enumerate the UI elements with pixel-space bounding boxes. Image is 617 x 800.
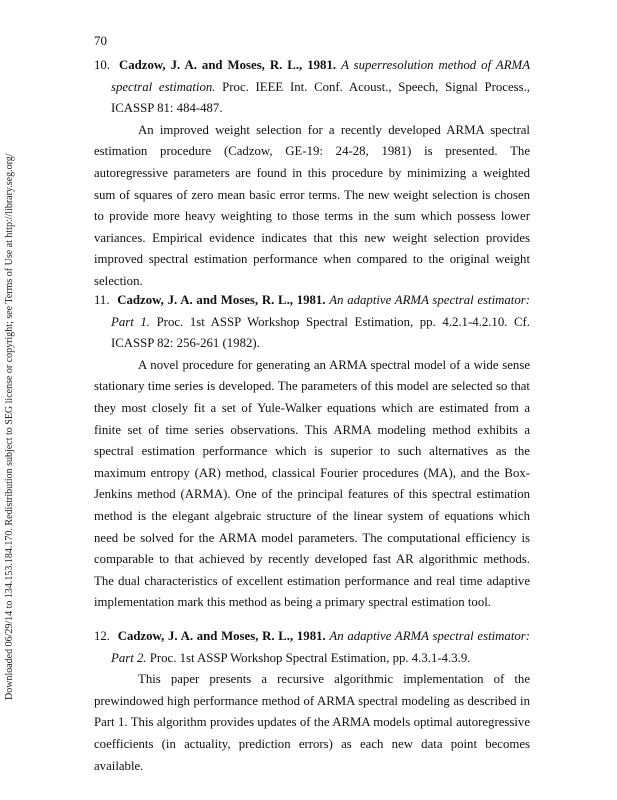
page-number: 70: [94, 33, 107, 48]
paper-title: An adaptive ARMA spectral estimator: Part 2.: [111, 629, 531, 665]
abstract: An improved weight selection for a recently developed ARMA spectral estimation procedure (Cadzow, GE-19: 24-28, 1981) is presented. The autoregressive parameters are found in this procedure by minimizing a weighted sum of squares of zero mean basic error terms. The new weight selection is chosen to provide more heavy weighting to those terms in the sum which possess lower variances. Empirical evidence indicates that this new weight selection provides improved spectral estimation performance when compared to the original weight selection.: [94, 122, 530, 288]
source: Proc. IEEE Int. Conf. Acoust., Speech, Signal Process., ICASSP 81: 484-487.: [111, 79, 530, 116]
reference-entry-11: [94, 290, 530, 614]
abstract: This paper presents a recursive algorithmic implementation of the prewindowed high performance method of ARMA spectral modeling as described in Part 1. This algorithm provides updates of the ARMA models optimal autoregressive coefficients (in actuality, prediction errors) as each new data point becomes available.: [94, 672, 530, 773]
source: Proc. 1st ASSP Workshop Spectral Estimation, pp. 4.2.1-4.2.10. Cf. ICASSP 82: 256-261 (1982).: [111, 314, 531, 351]
source: Proc. 1st ASSP Workshop Spectral Estimation, pp. 4.3.1-4.3.9.: [149, 650, 471, 665]
reference-entry-12: [94, 626, 530, 777]
paper-title: An adaptive ARMA spectral estimator: Part 1.: [111, 293, 531, 329]
authors: Cadzow, J. A. and Moses, R. L., 1981.: [119, 58, 337, 72]
citation: [94, 290, 530, 355]
citation: [94, 55, 530, 120]
authors: Cadzow, J. A. and Moses, R. L., 1981.: [117, 629, 326, 643]
paper-title: A superresolution method of ARMA spectral estimation.: [111, 58, 531, 94]
authors: Cadzow, J. A. and Moses, R. L., 1981.: [117, 293, 326, 307]
reference-entry-10: [94, 55, 530, 293]
download-notice: Downloaded 06/29/14 to 134.153.184.170. Redistribution subject to SEG license or copyright; see Terms of Use at http://library.seg.org/: [4, 153, 15, 700]
entry-number: 11.: [94, 293, 110, 307]
citation: [94, 626, 530, 669]
entry-number: 10.: [94, 58, 110, 72]
entry-number: 12.: [94, 629, 110, 643]
abstract: A novel procedure for generating an ARMA spectral model of a wide sense stationary time series is developed. The parameters of this model are selected so that they most closely fit a set of Yule-Walker equations which are estimated from a finite set of time series observations. This ARMA modeling method exhibits a spectral estimation performance which is superior to such alternatives as the maximum entropy (AR) method, classical Fourier procedures (MA), and the Box-Jenkins method (ARMA). One of the principal features of this spectral estimation method is the elegant algebraic structure of the linear system of equations which need be solved for the ARMA model parameters. The computational efficiency is comparable to that achieved by recently developed fast AR algorithmic methods. The dual characteristics of excellent estimation performance and real time adaptive implementation mark this method as being a primary spectral estimation tool.: [94, 357, 530, 610]
